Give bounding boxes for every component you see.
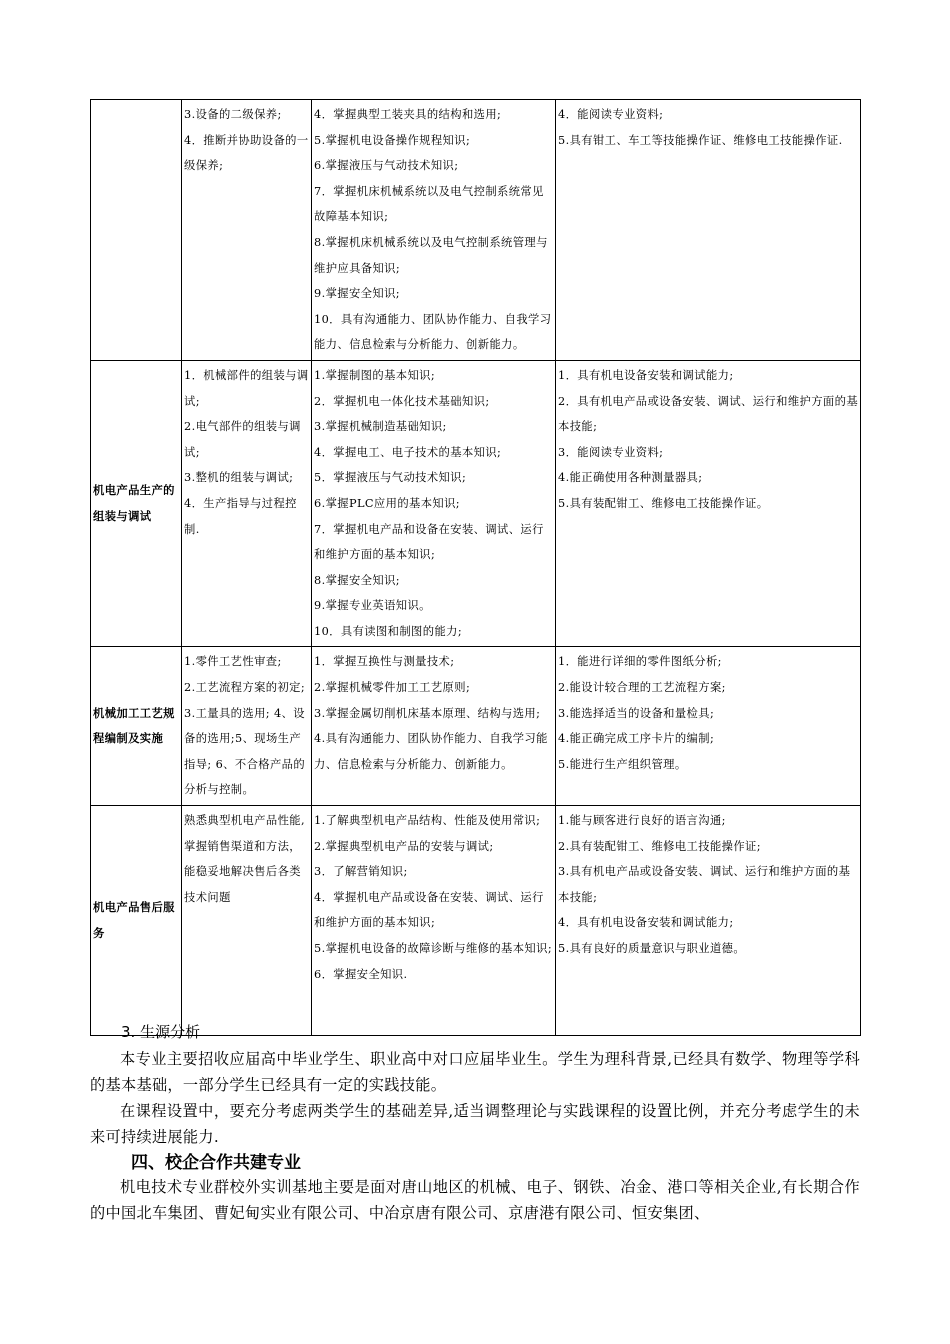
tasks-cell bbox=[182, 360, 312, 647]
ability-item: 3.能选择适当的设备和量检具; bbox=[558, 706, 715, 720]
ability-item: 5.具有钳工、车工等技能操作证、维修电工技能操作证. bbox=[558, 133, 843, 147]
knowledge-item: 1.掌握制图的基本知识; bbox=[314, 368, 436, 382]
knowledge-item: 4．掌握典型工装夹具的结构和选用; bbox=[314, 108, 502, 121]
table-row bbox=[91, 360, 861, 647]
knowledge-item: 5．掌握液压与气动技术知识; bbox=[314, 471, 467, 485]
knowledge-item: 9.掌握专业英语知识。 bbox=[314, 599, 431, 613]
task-item: 4．生产指导与过程控制. bbox=[184, 496, 297, 536]
ability-item: 1.能与顾客进行良好的语言沟通; bbox=[558, 814, 726, 828]
knowledge-item: 9.掌握安全知识; bbox=[314, 287, 400, 301]
table-row bbox=[91, 100, 861, 361]
ability-item: 1．能进行详细的零件图纸分析; bbox=[558, 655, 722, 669]
knowledge-cell bbox=[312, 100, 556, 361]
ability-cell bbox=[556, 100, 861, 361]
tasks-cell bbox=[182, 100, 312, 361]
task-item: 3.整机的组装与调试; bbox=[184, 471, 294, 485]
ability-item: 3．能阅读专业资料; bbox=[558, 445, 664, 459]
paragraph: 机电技术专业群校外实训基地主要是面对唐山地区的机械、电子、钢铁、冶金、港口等相关企业,有长期合作的中国北车集团、曹妃甸实业有限公司、中冶京唐有限公司、京唐港有限公司、恒安集团、 bbox=[90, 1178, 860, 1222]
task-item: 1．机械部件的组装与调试; bbox=[184, 368, 309, 408]
knowledge-item: 6.掌握PLC应用的基本知识; bbox=[314, 496, 461, 510]
task-item: 1.零件工艺性审查; bbox=[184, 655, 282, 669]
position-cell: 机电产品售后服务 bbox=[91, 806, 182, 1036]
knowledge-item: 3．了解营销知识; bbox=[314, 865, 408, 879]
knowledge-item: 10．具有沟通能力、团队协作能力、自我学习能力、信息检索与分析能力、创新能力。 bbox=[314, 312, 552, 352]
knowledge-item: 3.掌握机械制造基础知识; bbox=[314, 420, 447, 434]
knowledge-item: 3.掌握金属切削机床基本原理、结构与选用; bbox=[314, 706, 541, 720]
task-item: 2.工艺流程方案的初定; 3.工量具的选用; 4、设备的选用;5、现场生产指导; 6、不合格产品的分析与控制。 bbox=[184, 681, 306, 797]
knowledge-item: 8.掌握安全知识; bbox=[314, 573, 400, 587]
tasks-cell bbox=[182, 806, 312, 1036]
position-cell: 机械加工工艺规程编制及实施 bbox=[91, 647, 182, 806]
table-row bbox=[91, 806, 861, 1036]
ability-item: 3.具有机电产品或设备安装、调试、运行和维护方面的基本技能; bbox=[558, 865, 851, 904]
knowledge-item: 5.掌握机电设备的故障诊断与维修的基本知识; bbox=[314, 942, 553, 955]
knowledge-item: 7．掌握机电产品和设备在安装、调试、运行和维护方面的基本知识; bbox=[314, 522, 544, 562]
knowledge-item: 10．具有读图和制图的能力; bbox=[314, 624, 463, 638]
knowledge-cell bbox=[312, 647, 556, 806]
ability-cell bbox=[556, 360, 861, 647]
knowledge-item: 7．掌握机床机械系统以及电气控制系统常见故障基本知识; bbox=[314, 184, 544, 224]
knowledge-item: 6．掌握安全知识. bbox=[314, 967, 408, 981]
task-item: 3.设备的二级保养; bbox=[184, 108, 282, 121]
task-item: 2.电气部件的组装与调试; bbox=[184, 420, 301, 459]
ability-item: 5.具有装配钳工、维修电工技能操作证。 bbox=[558, 496, 769, 510]
knowledge-item: 4．掌握机电产品或设备在安装、调试、运行和维护方面的基本知识; bbox=[314, 890, 544, 930]
knowledge-item: 1.了解典型机电产品结构、性能及使用常识; bbox=[314, 814, 541, 828]
ability-item: 2.具有装配钳工、维修电工技能操作证; bbox=[558, 839, 761, 853]
ability-item: 4.能正确使用各种测量器具; bbox=[558, 471, 703, 485]
task-item: 熟悉典型机电产品性能,掌握销售渠道和方法，能稳妥地解决售后各类技术问题 bbox=[184, 814, 305, 904]
ability-item: 2.能设计较合理的工艺流程方案; bbox=[558, 681, 726, 695]
ability-cell bbox=[556, 806, 861, 1036]
knowledge-item: 4．掌握电工、电子技术的基本知识; bbox=[314, 445, 502, 459]
ability-item: 4．具有机电设备安装和调试能力; bbox=[558, 916, 734, 930]
knowledge-cell bbox=[312, 360, 556, 647]
tasks-cell bbox=[182, 647, 312, 806]
section-heading-cooperation: 四、校企合作共建专业 bbox=[131, 1153, 301, 1173]
knowledge-item: 2.掌握典型机电产品的安装与调试; bbox=[314, 839, 494, 853]
knowledge-item: 6.掌握液压与气动技术知识; bbox=[314, 159, 459, 173]
paragraph: 本专业主要招收应届高中毕业学生、职业高中对口应届毕业生。学生为理科背景,已经具有数学、物理等学科的基本基础，一部分学生已经具有一定的实践技能。 bbox=[90, 1050, 860, 1094]
knowledge-item: 5.掌握机电设备操作规程知识; bbox=[314, 133, 471, 147]
knowledge-item: 8.掌握机床机械系统以及电气控制系统管理与维护应具备知识; bbox=[314, 235, 548, 275]
ability-item: 5.具有良好的质量意识与职业道德。 bbox=[558, 942, 746, 955]
knowledge-item: 4.具有沟通能力、团队协作能力、自我学习能力、信息检索与分析能力、创新能力。 bbox=[314, 732, 548, 771]
position-cell: 机电产品生产的组装与调试 bbox=[91, 360, 182, 647]
ability-cell bbox=[556, 647, 861, 806]
skills-table bbox=[90, 99, 861, 1036]
knowledge-cell bbox=[312, 806, 556, 1036]
knowledge-item: 1．掌握互换性与测量技术; bbox=[314, 655, 455, 669]
task-item: 4．推断并协助设备的一级保养; bbox=[184, 133, 309, 173]
position-cell bbox=[91, 100, 182, 361]
ability-item: 5.能进行生产组织管理。 bbox=[558, 757, 687, 771]
knowledge-item: 2．掌握机电一体化技术基础知识; bbox=[314, 394, 490, 408]
knowledge-item: 2.掌握机械零件加工工艺原则; bbox=[314, 681, 471, 695]
paragraph: 在课程设置中，要充分考虑两类学生的基础差异,适当调整理论与实践课程的设置比例，并充分考虑学生的未来可持续进展能力. bbox=[90, 1102, 860, 1146]
ability-item: 2．具有机电产品或设备安装、调试、运行和维护方面的基本技能; bbox=[558, 394, 859, 434]
ability-item: 4.能正确完成工序卡片的编制; bbox=[558, 732, 715, 746]
ability-item: 4．能阅读专业资料; bbox=[558, 108, 664, 121]
section-heading-student-source: 3. 生源分析 bbox=[121, 1023, 201, 1041]
ability-item: 1．具有机电设备安装和调试能力; bbox=[558, 368, 734, 382]
table-row bbox=[91, 647, 861, 806]
